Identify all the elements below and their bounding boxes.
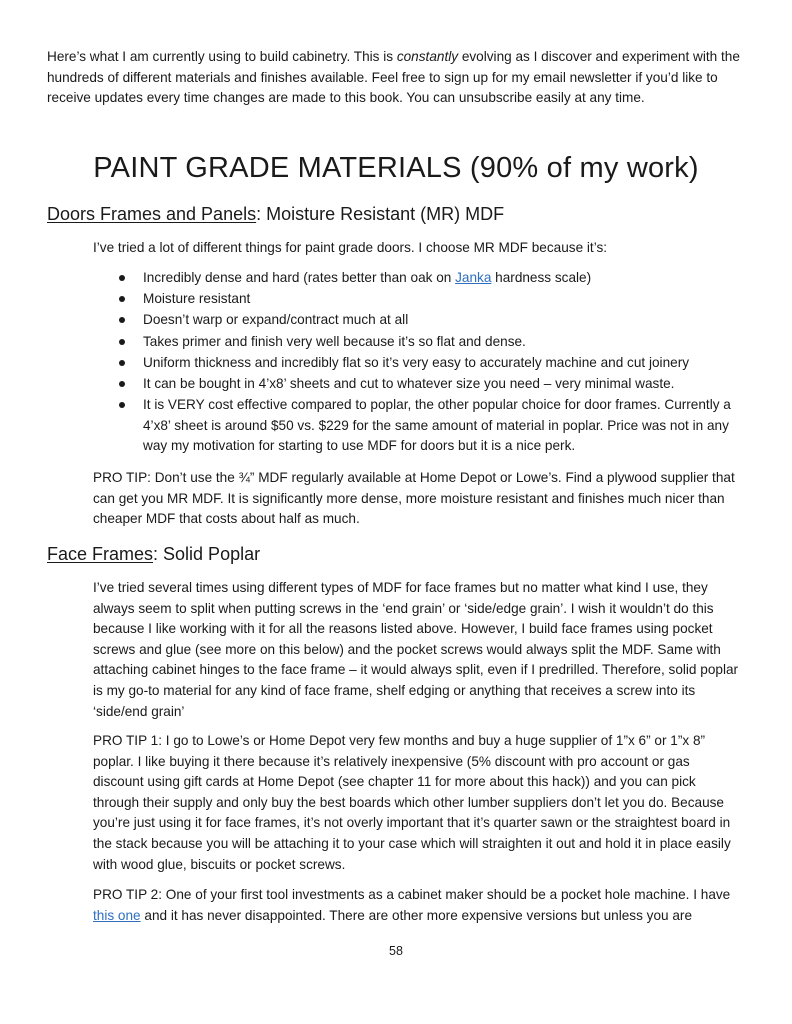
- list-item-text: It is VERY cost effective compared to poplar, the other popular choice for door frames. Currently a 4’x8’ sheet is around $50 vs. $229 for the same amount of material in poplar. Price was not in any way my motivation for starting to use MDF for doors but it is a nice perk.: [143, 397, 731, 454]
- list-item-text: Incredibly dense and hard (rates better than oak on: [143, 270, 456, 285]
- face-frames-paragraph: I’ve tried several times using different types of MDF for face frames but no matter what kind I use, they always seem to split when putting screws in the ‘end grain’ or ‘side/edge grain’. I wish it wouldn’t do this because I like working with it for all the reasons listed above. However, I build face frames using pocket screws and glue (see more on this below) and the pocket screws would always split the MDF. Same with attaching cabinet hinges to the face frame – it would always split, even if I predrilled. Therefore, solid poplar is my go-to material for any kind of face frame, shelf edging or anything that receives a screw into its ‘side/end grain’: [93, 580, 739, 719]
- bullet-icon: [119, 402, 125, 408]
- list-item: [93, 353, 743, 374]
- section-heading-doors: [47, 202, 504, 226]
- list-item-text: Takes primer and finish very well because it’s so flat and dense.: [143, 333, 526, 349]
- list-item-text: hardness scale): [491, 270, 592, 285]
- bullet-icon: [119, 296, 125, 302]
- list-item-text: Doesn’t warp or expand/contract much at all: [143, 312, 409, 328]
- protip-2: [93, 885, 743, 926]
- protip-label: PRO TIP 1: [93, 733, 159, 748]
- list-item: [93, 289, 743, 310]
- list-item: [93, 310, 743, 331]
- janka-link[interactable]: Janka: [455, 270, 492, 285]
- protip-text: and it has never disappointed. There are other more expensive versions but unless you are: [140, 907, 693, 923]
- page-title: PAINT GRADE MATERIALS (90% of my work): [93, 152, 699, 184]
- list-item: [93, 374, 743, 395]
- bullet-icon: [119, 275, 125, 281]
- protip-text: : I go to Lowe’s or Home Depot very few months and buy a huge supplier of 1”x 6” or 1”x 8” poplar. I like buying it there because it’s relatively inexpensive (5% discount with pro account or gas discount using gift cards at Home Depot (see chapter 11 for more about this hack)) and you can pick through their supply and only buy the best boards which other lumber suppliers don’t let you do. Because you’re just using it for face frames, it’s not overly important that it’s quarter sawn or the straightest board in the stack because you will be attaching it to your case which will straighten it out and hold it in place easily with wood glue, biscuits or pocket screws.: [93, 733, 731, 872]
- protip-text: : One of your first tool investments as a cabinet maker should be a pocket hole machine. I have: [158, 887, 731, 902]
- doors-lead-paragraph: I’ve tried a lot of different things for paint grade doors. I choose MR MDF because it’s:: [93, 240, 608, 255]
- mdf-benefits-list: [93, 268, 743, 458]
- section-heading-face-frames-rest: : Solid Poplar: [153, 544, 261, 564]
- list-item: [93, 332, 743, 353]
- list-item: [93, 268, 743, 289]
- section-heading-doors-rest: : Moisture Resistant (MR) MDF: [256, 204, 505, 224]
- bullet-icon: [119, 360, 125, 366]
- list-item-text: It can be bought in 4’x8’ sheets and cut to whatever size you need – very minimal waste.: [143, 375, 675, 391]
- list-item: [93, 395, 743, 457]
- protip-1: [93, 731, 743, 875]
- section-heading-face-frames: [47, 542, 260, 566]
- protip-mdf: [93, 468, 743, 530]
- section-heading-face-frames-underlined: Face Frames: [47, 544, 154, 564]
- protip-text: Don’t use the ¾” MDF regularly available at Home Depot or Lowe’s. Find a plywood supplier that can get you MR MDF. It is significantly more dense, more moisture resistant and finishes much nicer than cheaper MDF that costs about half as much.: [93, 470, 735, 527]
- protip-label: PRO TIP 2: [93, 887, 159, 902]
- protip-label: PRO TIP:: [93, 470, 151, 485]
- this-one-link[interactable]: this one: [93, 907, 141, 923]
- section-heading-doors-underlined: Doors Frames and Panels: [47, 204, 257, 224]
- page-number: 58: [389, 944, 403, 958]
- list-item-text: Uniform thickness and incredibly flat so it’s very easy to accurately machine and cut joinery: [143, 354, 690, 370]
- intro-paragraph: [47, 47, 747, 109]
- intro-emphasis: constantly: [396, 49, 459, 64]
- bullet-icon: [119, 317, 125, 323]
- bullet-icon: [119, 339, 125, 345]
- intro-text-2: evolving as I discover and experiment with the hundreds of different materials and finishes available. Feel free to sign up for my email newsletter if you’d like to receive updates every time changes are made to this book. You can unsubscribe easily at any time.: [47, 49, 740, 106]
- list-item-text: Moisture resistant: [143, 291, 251, 307]
- intro-text-1: Here’s what I am currently using to build cabinetry. This is: [47, 49, 397, 64]
- bullet-icon: [119, 381, 125, 387]
